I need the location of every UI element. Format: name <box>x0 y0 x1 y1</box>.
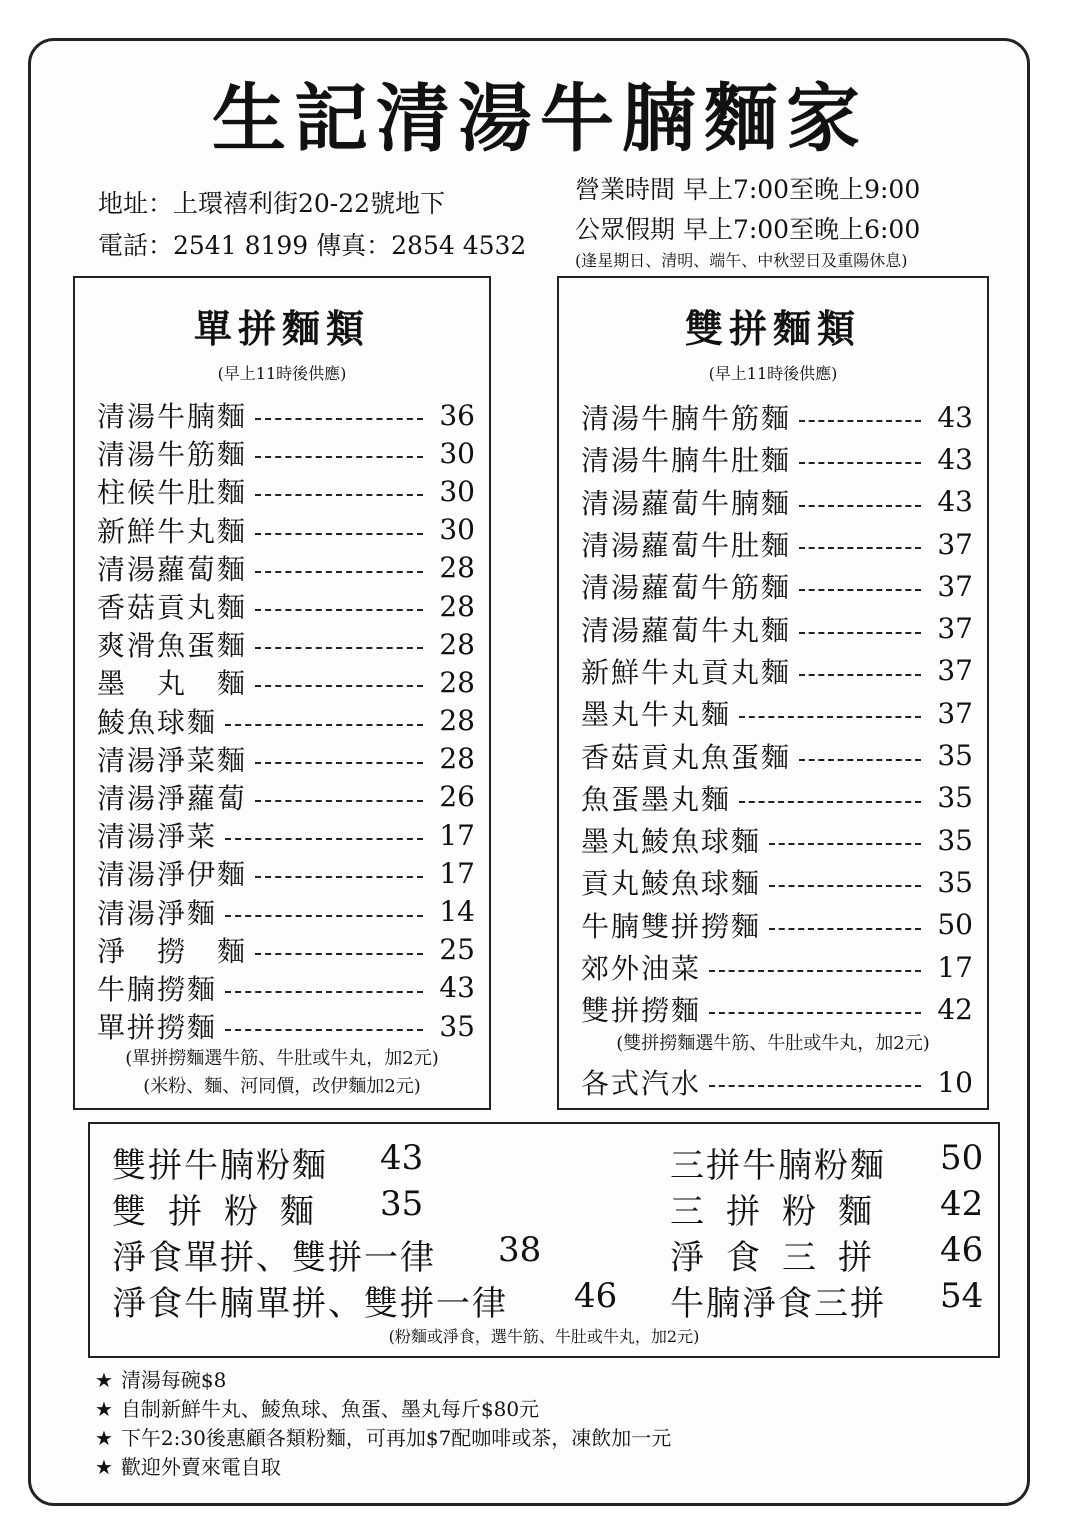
menu-item <box>97 702 489 740</box>
single-note-lomein: (單拼撈麵選牛筋、牛肚或牛丸，加2元) <box>125 1048 439 1070</box>
menu-item <box>97 549 489 587</box>
single-note-noodle-type: (米粉、麵、河同價，改伊麵加2元) <box>143 1076 421 1098</box>
item-price: 35 <box>439 1009 475 1043</box>
menu-item <box>581 565 987 607</box>
restaurant-title: 生記清湯牛腩麵家 <box>212 76 868 162</box>
menu-item <box>581 988 987 1030</box>
leader-dots <box>739 801 921 803</box>
combo-item <box>112 1230 542 1279</box>
item-name: 清湯淨菜 <box>97 820 218 854</box>
leader-dots <box>799 632 921 634</box>
leader-dots <box>799 462 921 464</box>
item-price: 35 <box>937 865 973 899</box>
menu-item <box>581 904 987 946</box>
leader-dots <box>225 838 423 840</box>
section-title: 雙拼麵類 <box>684 306 861 351</box>
item-price: 28 <box>439 551 475 585</box>
menu-item <box>581 650 987 692</box>
combo-name: 雙拼牛腩粉麵 <box>112 1146 328 1186</box>
item-price: 37 <box>937 612 973 646</box>
leader-dots <box>255 456 423 458</box>
single-noodles-section <box>73 276 491 1110</box>
footer-note <box>95 1424 671 1453</box>
menu-item <box>97 740 489 778</box>
combo-price: 50 <box>940 1138 984 1178</box>
menu-item <box>581 396 987 438</box>
section-title: 單拼麵類 <box>193 306 370 351</box>
combo-note: (粉麵或淨食，選牛筋、牛肚或牛丸，加2元) <box>388 1327 700 1346</box>
leader-dots <box>255 571 423 573</box>
item-name: 清湯牛筋麵 <box>97 438 248 472</box>
combo-section <box>88 1122 1000 1358</box>
menu-item <box>97 931 489 969</box>
item-price: 17 <box>439 818 475 852</box>
item-name: 各式汽水 <box>581 1067 702 1101</box>
opening-hours <box>575 170 920 272</box>
item-name: 墨 丸 麵 <box>97 667 248 701</box>
star-icon: ★ <box>95 1397 113 1421</box>
item-name: 新鮮牛丸麵 <box>97 514 248 548</box>
combo-name: 淨食牛腩單拼、雙拼一律 <box>112 1284 508 1324</box>
menu-item <box>97 816 489 854</box>
item-price: 37 <box>937 654 973 688</box>
menu-item <box>581 481 987 523</box>
menu-item <box>97 434 489 472</box>
item-price: 17 <box>439 856 475 890</box>
menu-item <box>97 511 489 549</box>
leader-dots <box>799 674 921 676</box>
item-name: 清湯蘿蔔牛丸麵 <box>581 613 792 647</box>
item-name: 爽滑魚蛋麵 <box>97 629 248 663</box>
item-name: 淨 撈 麵 <box>97 934 248 968</box>
leader-dots <box>255 418 423 420</box>
menu-item <box>97 396 489 434</box>
item-name: 郊外油菜 <box>581 952 702 985</box>
footer-note <box>95 1395 671 1424</box>
menu-item <box>581 819 987 861</box>
menu-item <box>97 778 489 816</box>
item-price: 35 <box>937 781 973 815</box>
leader-dots <box>799 547 921 549</box>
closed-days-note: (逢星期日、清明、端午、中秋翌日及重陽休息) <box>575 251 908 270</box>
double-menu-list <box>559 396 987 1030</box>
section-subtitle: (早上11時後供應) <box>217 364 347 383</box>
menu-item <box>581 861 987 903</box>
combo-item <box>112 1184 424 1233</box>
item-price: 43 <box>937 400 973 434</box>
menu-item <box>97 892 489 930</box>
leader-dots <box>799 505 921 507</box>
leader-dots <box>799 420 921 422</box>
item-name: 清湯淨蘿蔔 <box>97 781 248 815</box>
item-name: 香菇貢丸麵 <box>97 591 248 625</box>
menu-item-drink <box>581 1062 987 1102</box>
item-name: 清湯牛腩麵 <box>97 400 248 434</box>
leader-dots <box>799 759 921 761</box>
combo-item <box>670 1138 984 1187</box>
combo-item <box>670 1276 984 1325</box>
combo-item <box>670 1184 984 1233</box>
leader-dots <box>769 885 921 887</box>
leader-dots <box>739 716 921 718</box>
combo-price: 35 <box>380 1184 424 1224</box>
item-price: 43 <box>937 442 973 476</box>
item-price: 14 <box>439 895 475 929</box>
leader-dots <box>225 1029 423 1031</box>
menu-item <box>97 625 489 663</box>
item-name: 清湯蘿蔔牛筋麵 <box>581 571 792 605</box>
item-price: 28 <box>439 665 475 699</box>
contact-info <box>98 183 526 267</box>
menu-item <box>581 607 987 649</box>
footer-note-text: 清湯每碗$8 <box>120 1368 227 1392</box>
item-price: 43 <box>439 971 475 1005</box>
single-menu-list <box>75 396 489 1045</box>
item-price: 10 <box>937 1065 973 1099</box>
item-price: 28 <box>439 704 475 738</box>
leader-dots <box>255 647 423 649</box>
leader-dots <box>255 685 423 687</box>
combo-name: 三拼牛腩粉麵 <box>670 1146 886 1186</box>
item-name: 清湯淨伊麵 <box>97 858 248 892</box>
combo-price: 43 <box>380 1138 424 1178</box>
menu-item <box>97 472 489 510</box>
leader-dots <box>255 494 423 496</box>
combo-item <box>112 1276 618 1325</box>
menu-item <box>581 734 987 776</box>
item-price: 35 <box>937 823 973 857</box>
phone-text: 電話：2541 8199 傳真：2854 4532 <box>98 231 527 260</box>
footer-note <box>95 1366 671 1395</box>
item-price: 30 <box>439 474 475 508</box>
leader-dots <box>769 928 921 930</box>
leader-dots <box>709 1012 921 1014</box>
item-name: 單拼撈麵 <box>97 1011 218 1045</box>
item-price: 36 <box>439 398 475 432</box>
item-name: 牛腩撈麵 <box>97 972 218 1006</box>
menu-item <box>97 1007 489 1045</box>
item-price: 43 <box>937 485 973 519</box>
menu-item <box>581 692 987 734</box>
footer-note-text: 歡迎外賣來電自取 <box>120 1455 281 1479</box>
leader-dots <box>225 915 423 917</box>
leader-dots <box>255 876 423 878</box>
footer-note-text: 下午2:30後惠顧各類粉麵，可再加$7配咖啡或茶，凍飲加一元 <box>120 1426 672 1450</box>
item-name: 清湯蘿蔔麵 <box>97 552 248 586</box>
combo-price: 42 <box>940 1184 984 1224</box>
item-name: 魚蛋墨丸麵 <box>581 782 732 816</box>
combo-item <box>112 1138 424 1187</box>
item-price: 30 <box>439 513 475 547</box>
item-name: 貢丸鯪魚球麵 <box>581 867 762 901</box>
item-name: 牛腩雙拼撈麵 <box>581 909 762 943</box>
leader-dots <box>255 762 423 764</box>
menu-item <box>581 777 987 819</box>
item-name: 清湯蘿蔔牛肚麵 <box>581 529 792 563</box>
item-name: 新鮮牛丸貢丸麵 <box>581 655 792 689</box>
combo-price: 54 <box>940 1276 984 1316</box>
item-name: 雙拼撈麵 <box>581 994 702 1028</box>
item-price: 30 <box>439 436 475 470</box>
item-name: 墨丸牛丸麵 <box>581 698 732 732</box>
footer-note-text: 自制新鮮牛丸、鯪魚球、魚蛋、墨丸每斤$80元 <box>120 1397 540 1421</box>
leader-dots <box>255 609 423 611</box>
item-name: 清湯牛腩牛筋麵 <box>581 402 792 436</box>
item-name: 香菇貢丸魚蛋麵 <box>581 740 792 774</box>
hours-holiday: 公眾假期 早上7:00至晚上6:00 <box>575 215 921 244</box>
menu-item <box>97 663 489 701</box>
menu-item <box>97 854 489 892</box>
menu-item <box>581 946 987 988</box>
combo-name: 三拼粉麵 <box>670 1192 894 1232</box>
combo-name: 牛腩淨食三拼 <box>670 1284 886 1324</box>
item-price: 37 <box>937 569 973 603</box>
menu-item <box>97 587 489 625</box>
menu-item <box>581 438 987 480</box>
footer-note <box>95 1453 671 1482</box>
star-icon: ★ <box>95 1368 113 1392</box>
item-name: 墨丸鯪魚球麵 <box>581 825 762 859</box>
combo-name: 淨食單拼、雙拼一律 <box>112 1238 436 1278</box>
item-price: 28 <box>439 742 475 776</box>
item-name: 鯪魚球麵 <box>97 705 218 739</box>
star-icon: ★ <box>95 1455 113 1479</box>
address-text: 地址：上環禧利街20-22號地下 <box>98 189 446 218</box>
footer-notes <box>95 1366 671 1482</box>
item-price: 50 <box>937 908 973 942</box>
leader-dots <box>255 800 423 802</box>
item-name: 清湯淨麵 <box>97 896 218 930</box>
combo-price: 46 <box>940 1230 984 1270</box>
item-price: 17 <box>937 950 973 984</box>
double-noodles-section <box>557 276 989 1110</box>
star-icon: ★ <box>95 1426 113 1450</box>
item-price: 25 <box>439 933 475 967</box>
item-name: 清湯淨菜麵 <box>97 743 248 777</box>
item-price: 37 <box>937 696 973 730</box>
combo-price: 46 <box>574 1276 618 1316</box>
hours-weekday: 營業時間 早上7:00至晚上9:00 <box>575 175 921 204</box>
leader-dots <box>769 843 921 845</box>
leader-dots <box>255 953 423 955</box>
combo-name: 雙拼粉麵 <box>112 1192 336 1232</box>
item-name: 清湯蘿蔔牛腩麵 <box>581 486 792 520</box>
menu-item <box>581 523 987 565</box>
leader-dots <box>225 991 423 993</box>
combo-price: 38 <box>498 1230 542 1270</box>
item-price: 28 <box>439 627 475 661</box>
combo-name: 淨食三拼 <box>670 1238 894 1278</box>
combo-item <box>670 1230 984 1279</box>
leader-dots <box>709 970 921 972</box>
item-price: 37 <box>937 527 973 561</box>
double-note-lomein: (雙拼撈麵選牛筋、牛肚或牛丸，加2元) <box>616 1033 930 1055</box>
leader-dots <box>255 533 423 535</box>
drinks-list <box>559 1062 987 1102</box>
leader-dots <box>225 724 423 726</box>
item-name: 柱候牛肚麵 <box>97 476 248 510</box>
item-price: 26 <box>439 780 475 814</box>
item-name: 清湯牛腩牛肚麵 <box>581 444 792 478</box>
item-price: 42 <box>937 992 973 1026</box>
menu-item <box>97 969 489 1007</box>
item-price: 35 <box>937 739 973 773</box>
leader-dots <box>799 589 921 591</box>
section-subtitle: (早上11時後供應) <box>708 364 838 383</box>
leader-dots <box>709 1085 921 1087</box>
item-price: 28 <box>439 589 475 623</box>
